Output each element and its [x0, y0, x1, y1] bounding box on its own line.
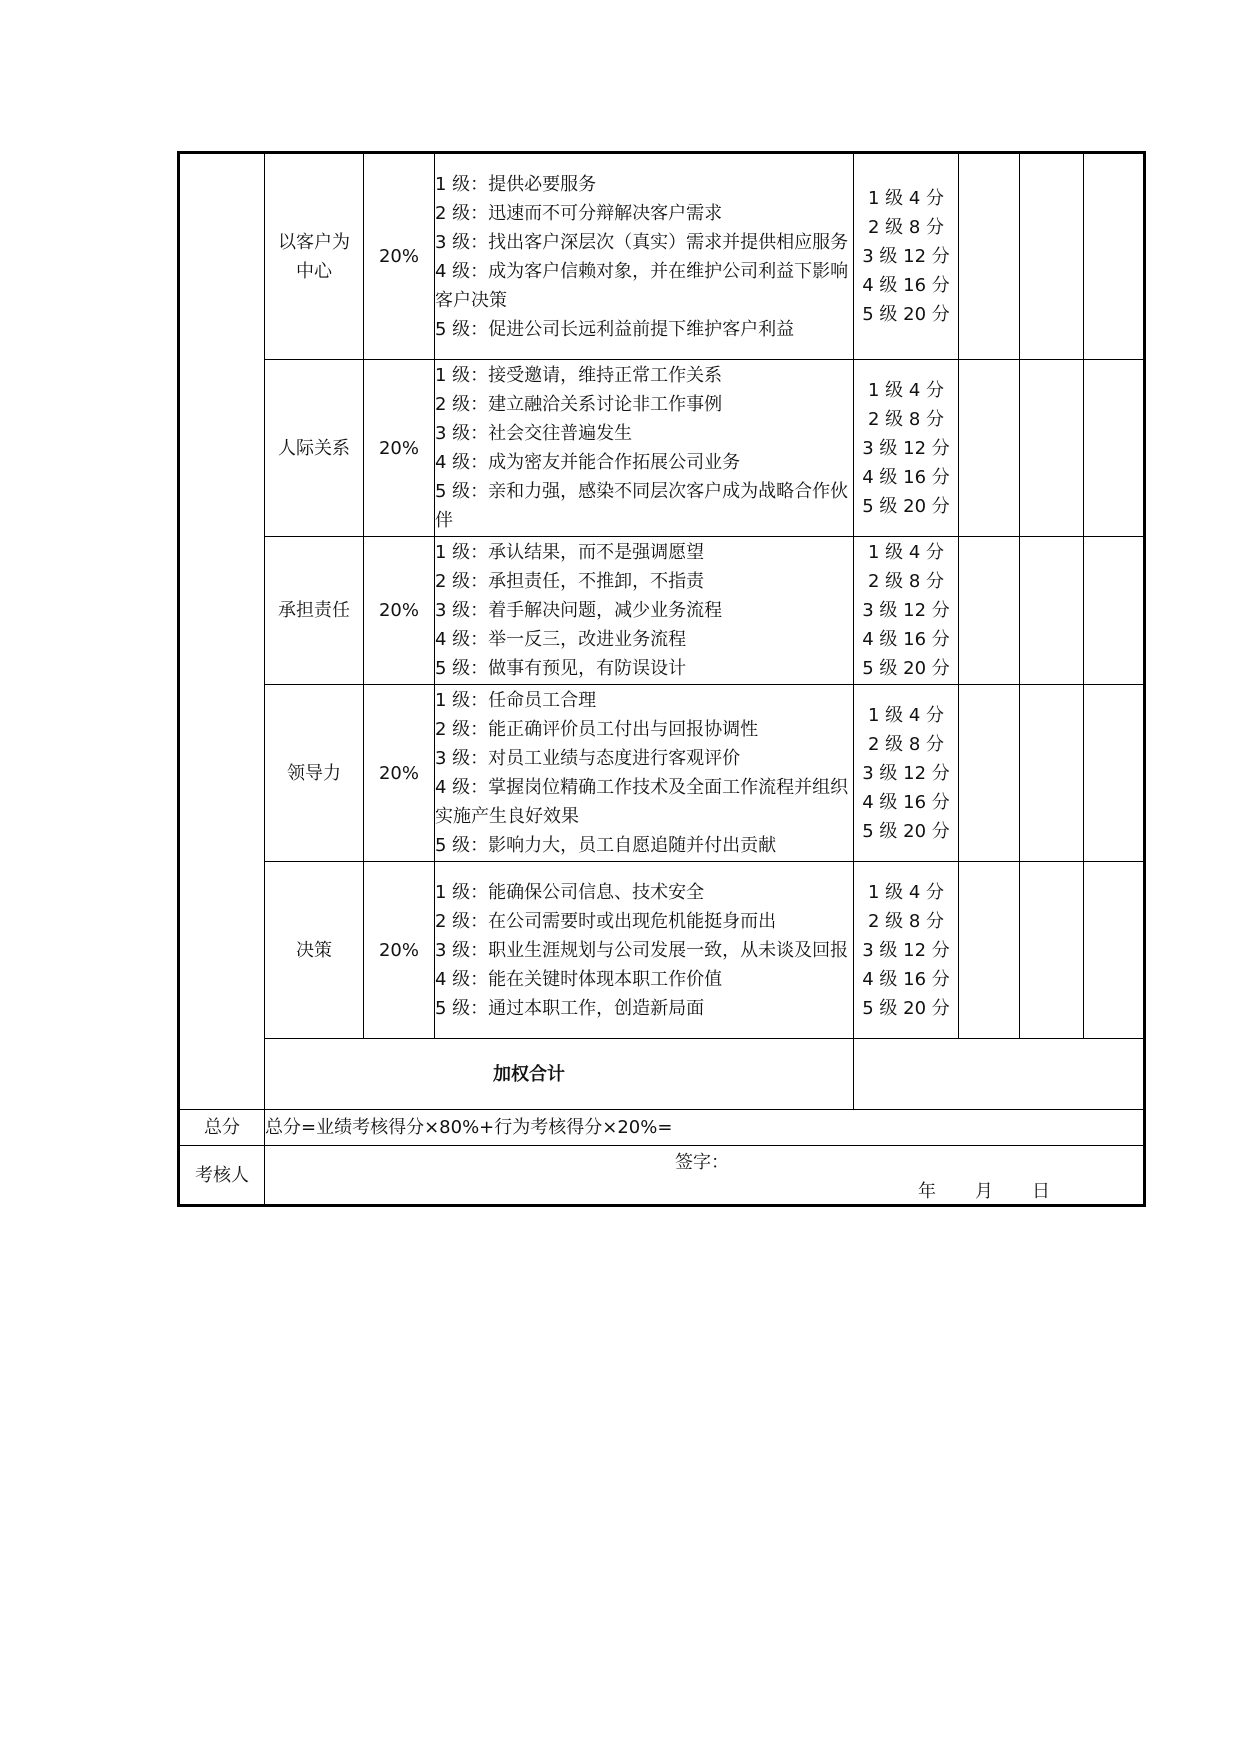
weight-cell: 20% — [364, 537, 435, 685]
total-score-row — [179, 1110, 1145, 1146]
category-cell: 领导力 — [265, 685, 364, 862]
category-cell: 决策 — [265, 862, 364, 1039]
blank-cell — [959, 685, 1020, 862]
blank-cell — [959, 862, 1020, 1039]
total-score-label: 总分 — [179, 1110, 265, 1146]
blank-cell — [1084, 862, 1145, 1039]
blank-cell — [1020, 685, 1084, 862]
reviewer-row — [179, 1146, 1145, 1206]
level-description-cell: 1 级：提供必要服务 2 级：迅速而不可分辩解决客户需求 3 级：找出客户深层次（真实）需求并提供相应服务 4 级：成为客户信赖对象，并在维护公司利益下影响客户决策 5 级：促进公司长远利益前提下维护客户利益 — [435, 153, 854, 360]
date-day-label: 日 — [1032, 1181, 1050, 1202]
weight-cell: 20% — [364, 862, 435, 1039]
level-description-cell: 1 级：任命员工合理 2 级：能正确评价员工付出与回报协调性 3 级：对员工业绩与态度进行客观评价 4 级：掌握岗位精确工作技术及全面工作流程并组织实施产生良好效果 5 级：影响力大，员工自愿追随并付出贡献 — [435, 685, 854, 862]
group-cell — [179, 153, 265, 1110]
category-cell: 人际关系 — [265, 360, 364, 537]
blank-cell — [1084, 153, 1145, 360]
category-cell: 承担责任 — [265, 537, 364, 685]
score-scale-cell: 1 级 4 分 2 级 8 分 3 级 12 分 4 级 16 分 5 级 20 分 — [854, 685, 959, 862]
date-month-label: 月 — [975, 1181, 993, 1202]
level-description-cell: 1 级：承认结果，而不是强调愿望 2 级：承担责任，不推卸，不指责 3 级：着手解决问题，减少业务流程 4 级：举一反三，改进业务流程 5 级：做事有预见，有防误设计 — [435, 537, 854, 685]
category-cell: 以客户为 中心 — [265, 153, 364, 360]
table-row — [179, 360, 1145, 537]
level-description-cell: 1 级：能确保公司信息、技术安全 2 级：在公司需要时或出现危机能挺身而出 3 级：职业生涯规划与公司发展一致，从未谈及回报 4 级：能在关键时体现本职工作价值 5 级：通过本职工作，创造新局面 — [435, 862, 854, 1039]
blank-cell — [959, 360, 1020, 537]
weight-cell: 20% — [364, 360, 435, 537]
table-row — [179, 153, 1145, 360]
score-scale-cell: 1 级 4 分 2 级 8 分 3 级 12 分 4 级 16 分 5 级 20 分 — [854, 862, 959, 1039]
blank-cell — [1020, 537, 1084, 685]
blank-cell — [1020, 862, 1084, 1039]
blank-cell — [1084, 360, 1145, 537]
behavior-assessment-table — [177, 151, 1146, 1207]
score-scale-cell: 1 级 4 分 2 级 8 分 3 级 12 分 4 级 16 分 5 级 20 分 — [854, 153, 959, 360]
reviewer-sign-cell — [265, 1146, 1145, 1206]
score-scale-cell: 1 级 4 分 2 级 8 分 3 级 12 分 4 级 16 分 5 级 20 分 — [854, 537, 959, 685]
weighted-total-label: 加权合计 — [265, 1039, 854, 1110]
blank-cell — [1020, 153, 1084, 360]
signature-label: 签字： — [675, 1152, 729, 1173]
level-description-cell: 1 级：接受邀请，维持正常工作关系 2 级：建立融洽关系讨论非工作事例 3 级：社会交往普遍发生 4 级：成为密友并能合作拓展公司业务 5 级：亲和力强，感染不同层次客户成为战略合作伙伴 — [435, 360, 854, 537]
table-row — [179, 685, 1145, 862]
blank-cell — [1084, 537, 1145, 685]
table-row — [179, 862, 1145, 1039]
reviewer-label: 考核人 — [179, 1146, 265, 1206]
weight-cell: 20% — [364, 153, 435, 360]
blank-cell — [1084, 685, 1145, 862]
weight-cell: 20% — [364, 685, 435, 862]
blank-cell — [959, 153, 1020, 360]
total-score-formula: 总分=业绩考核得分×80%+行为考核得分×20%= — [265, 1110, 1145, 1146]
score-scale-cell: 1 级 4 分 2 级 8 分 3 级 12 分 4 级 16 分 5 级 20 分 — [854, 360, 959, 537]
weighted-total-row — [179, 1039, 1145, 1110]
weighted-total-value — [854, 1039, 1145, 1110]
date-year-label: 年 — [918, 1181, 936, 1202]
blank-cell — [1020, 360, 1084, 537]
blank-cell — [959, 537, 1020, 685]
table-row — [179, 537, 1145, 685]
